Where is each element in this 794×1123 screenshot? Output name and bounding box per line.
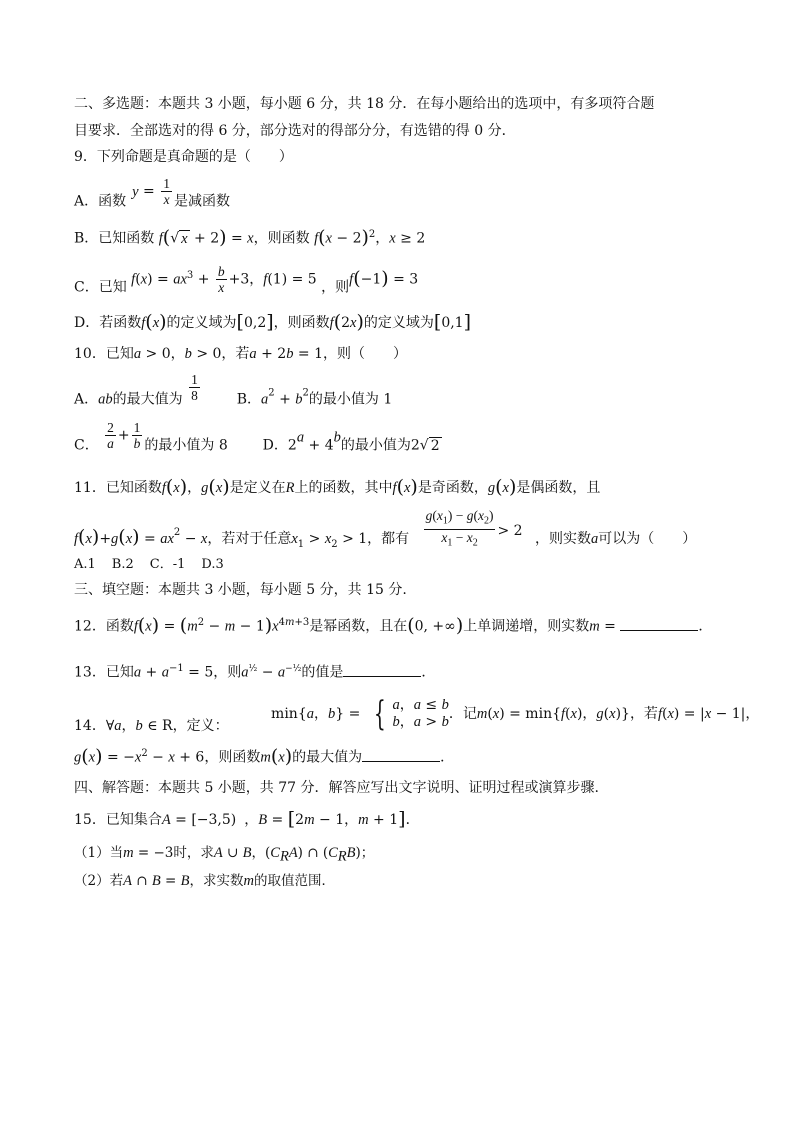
question-11-condition: $f(x)+g(x) = ax^2 - x$，若对于任意$x_1 > x_2 > 1$，都有 $\frac{g(x_1) - g(x_2)}{x_1 - x_2}$ > 2 ，则实数a可以为（ ） — [74, 508, 697, 551]
question-14-cont: $g(x) = -x^2 - x + 6$，则函数m(x)的最大值为 ． — [74, 745, 455, 768]
fraction: $\frac{1}{x}$ — [163, 176, 170, 207]
fraction: $\frac{b}{x}$ — [217, 264, 225, 295]
fraction: $\frac{g(x_1) - g(x_2)}{x_1 - x_2}$ — [425, 508, 494, 549]
question-9-option-b: B．已知函数 f(√ x + 2) = x，则函数 $f(x - 2)^2$，x ≥ 2 — [74, 226, 426, 249]
question-11-options: A.1 B.2 C．-1 D.3 — [74, 557, 224, 572]
question-10-options-ab: A．ab的最大值为 $\frac{1}{8}$ B．$a^2 + b^2$的最小值为 1 — [74, 372, 393, 408]
fraction: $\frac{2}{a}$ — [107, 420, 114, 451]
fraction: $\frac{1}{8}$ — [191, 372, 198, 403]
question-14: 14．∀a，b ∈ R，定义： min{a，b} = { a，a ≤ b b，a > b．记m(x) = min{f(x)，g(x)}，若f(x) = |x − 1|， — [74, 694, 760, 734]
question-10-options-cd: C． $\frac{2}{a}$ + $\frac{1}{b}$ 的最小值为 8 D．$2^a + 4^b$的最小值为2√ 2 — [74, 420, 440, 454]
question-15-stem: 15．已知集合A = [−3,5) ，B = [2m − 1，m + 1]． — [74, 808, 420, 830]
question-9-stem: 9．下列命题是真命题的是（ ） — [74, 149, 293, 165]
fraction: $\frac{1}{b}$ — [133, 420, 141, 451]
question-11-stem: 11．已知函数f(x)，g(x)是定义在R上的函数，其中f(x)是奇函数，g(x)是偶函数，且 — [74, 476, 601, 498]
section-multi-heading-cont: 目要求．全部选对的得 6 分，部分选对的得部分分，有选错的得 0 分． — [74, 123, 516, 139]
section-fill-heading: 三、填空题：本题共 3 小题，每小题 5 分，共 15 分. — [74, 582, 407, 598]
answer-blank[interactable] — [362, 747, 440, 762]
question-9-option-c: C．已知 $f(x) = ax^3$ + $\frac{b}{x}$ +3，f(1) = 5 ，则f(−1) = 3 — [74, 264, 419, 296]
question-15-part-2: （2）若A ∩ B = B，求实数m的取值范围． — [74, 873, 335, 889]
answer-blank[interactable] — [620, 616, 698, 631]
section-multi-heading: 二、多选题：本题共 3 小题，每小题 6 分，共 18 分．在每小题给出的选项中，有多项符合题 — [74, 96, 655, 112]
question-13: 13．已知$a + a^{-1} = 5$，则$a^{\frac{1}{2}} - a^{-\frac{1}{2}}$的值是 ． — [74, 663, 436, 681]
question-12: 12．函数$f(x) = (m^2 - m - 1)x^{4m+3}$是幂函数，且在(0, +∞)上单调递增，则实数m = ． — [74, 614, 713, 637]
answer-blank[interactable] — [343, 662, 421, 677]
question-9-option-d: D．若函数f(x)的定义域为[0,2]，则函数f(2x)的定义域为[0,1] — [74, 311, 471, 333]
question-9-option-a: A．函数y = $\frac{1}{x}$ 是减函数 — [74, 176, 230, 210]
question-10-stem: 10．已知a > 0，b > 0，若a + 2b = 1，则（ ） — [74, 346, 408, 362]
section-answer-heading: 四、解答题：本题共 5 小题，共 77 分．解答应写出文字说明、证明过程或演算步骤. — [74, 780, 599, 796]
question-15-part-1: （1）当m = −3时，求A ∪ B，$(C_RA)$ ∩ $(C_RB)$； — [74, 845, 375, 865]
